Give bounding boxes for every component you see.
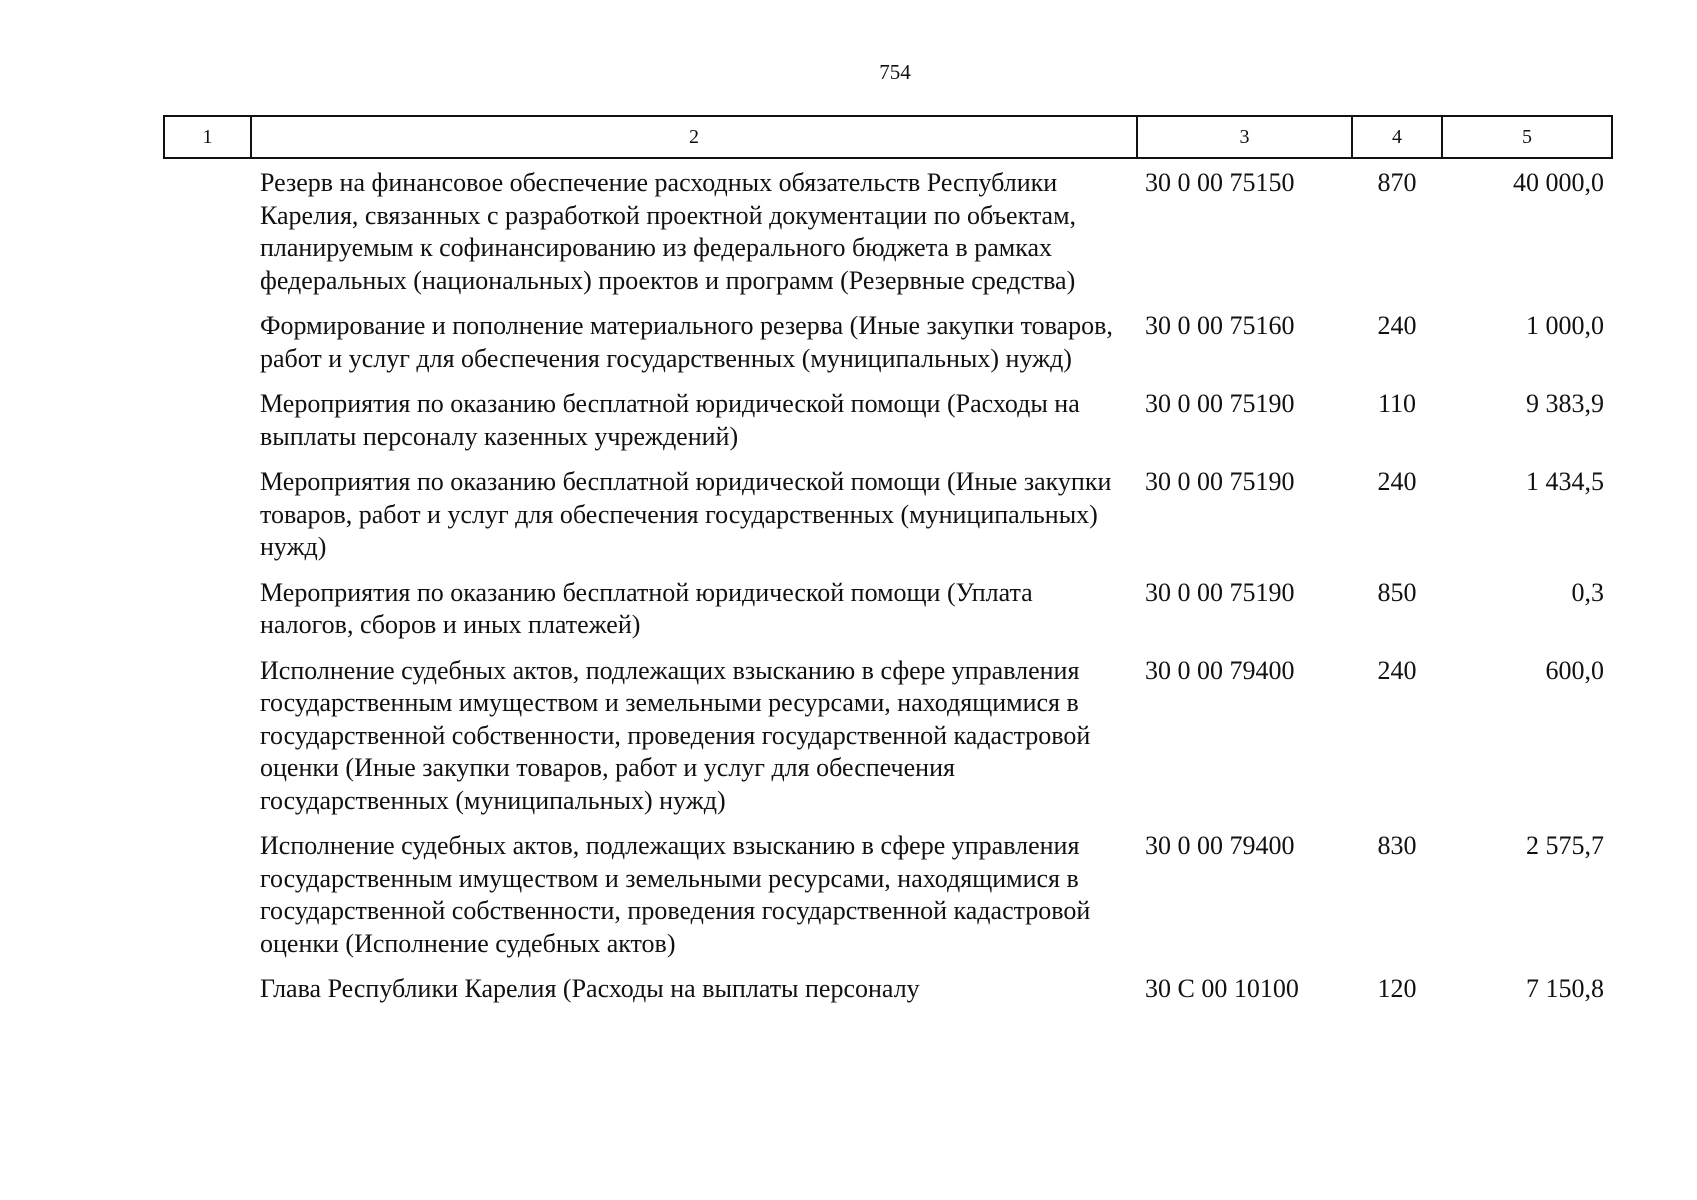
row-expense-type: 240 (1377, 655, 1417, 685)
row-amount: 9 383,9 (1526, 389, 1604, 418)
row-amount: 1 000,0 (1526, 311, 1604, 340)
row-expense-type: 830 (1377, 831, 1417, 860)
table-row (164, 577, 1612, 642)
table-row (164, 310, 1612, 375)
row-amount: 40 000,0 (1513, 168, 1604, 197)
budget-table (163, 115, 1613, 1006)
row-code: 30 0 00 75190 (1145, 467, 1295, 496)
table-row (164, 830, 1612, 960)
row-code: 30 0 00 75150 (1145, 168, 1295, 197)
column-header-4: 4 (1352, 116, 1442, 158)
row-expense-type: 240 (1377, 311, 1417, 340)
row-expense-type: 850 (1377, 577, 1417, 607)
row-name: Мероприятия по оказанию бесплатной юридической помощи (Иные закупки товаров, работ и услуг для обеспечения государственных (муниципальных) нужд) (260, 467, 1112, 561)
row-code: 30 0 00 75190 (1145, 389, 1295, 418)
column-header-5: 5 (1442, 116, 1612, 158)
table-row (164, 655, 1612, 818)
row-code: 30 0 00 75160 (1145, 311, 1295, 340)
row-amount: 600,0 (1545, 655, 1604, 685)
row-name: Исполнение судебных актов, подлежащих взысканию в сфере управления государственным имуществом и земельными ресурсами, находящимися в государственной собственности, проведения государственной кадастровой оценки (Иные закупки товаров, работ и услуг для обеспечения государственных (муниципальных) нужд) (260, 655, 1091, 815)
table-row (164, 158, 1612, 297)
row-name: Глава Республики Карелия (Расходы на выплаты персоналу (260, 974, 920, 1003)
table-row (164, 466, 1612, 564)
row-name: Исполнение судебных актов, подлежащих взысканию в сфере управления государственным имуществом и земельными ресурсами, находящимися в государственной собственности, проведения государственной кадастровой оценки (Исполнение судебных актов) (260, 831, 1091, 958)
row-code: 30 0 00 75190 (1145, 577, 1295, 607)
column-header-1: 1 (164, 116, 251, 158)
column-number-row (164, 116, 1612, 158)
row-amount: 2 575,7 (1526, 831, 1604, 860)
row-name: Формирование и пополнение материального резерва (Иные закупки товаров, работ и услуг для обеспечения государственных (муниципальных) нужд) (260, 311, 1113, 373)
row-amount: 0,3 (1571, 577, 1604, 607)
table-row (164, 973, 1612, 1006)
page-number: 754 (879, 60, 911, 84)
table-row (164, 388, 1612, 453)
row-expense-type: 120 (1377, 974, 1417, 1003)
row-name: Резерв на финансовое обеспечение расходных обязательств Республики Карелия, связанных с разработкой проектной документации по объектам, планируемым к софинансированию из федерального бюджета в рамках федеральных (национальных) проектов и программ (Резервные средства) (260, 168, 1077, 295)
row-code: 30 0 00 79400 (1145, 831, 1295, 860)
row-amount: 7 150,8 (1526, 974, 1604, 1003)
column-header-3: 3 (1137, 116, 1352, 158)
row-code: 30 С 00 10100 (1145, 974, 1299, 1003)
column-header-2: 2 (251, 116, 1137, 158)
row-expense-type: 870 (1377, 168, 1417, 197)
row-expense-type: 110 (1377, 389, 1417, 418)
row-name: Мероприятия по оказанию бесплатной юридической помощи (Расходы на выплаты персоналу казенных учреждений) (260, 389, 1080, 451)
row-expense-type: 240 (1377, 467, 1417, 496)
row-code: 30 0 00 79400 (1145, 655, 1295, 685)
row-amount: 1 434,5 (1526, 467, 1604, 496)
row-name: Мероприятия по оказанию бесплатной юридической помощи (Уплата налогов, сборов и иных платежей) (260, 577, 1033, 639)
